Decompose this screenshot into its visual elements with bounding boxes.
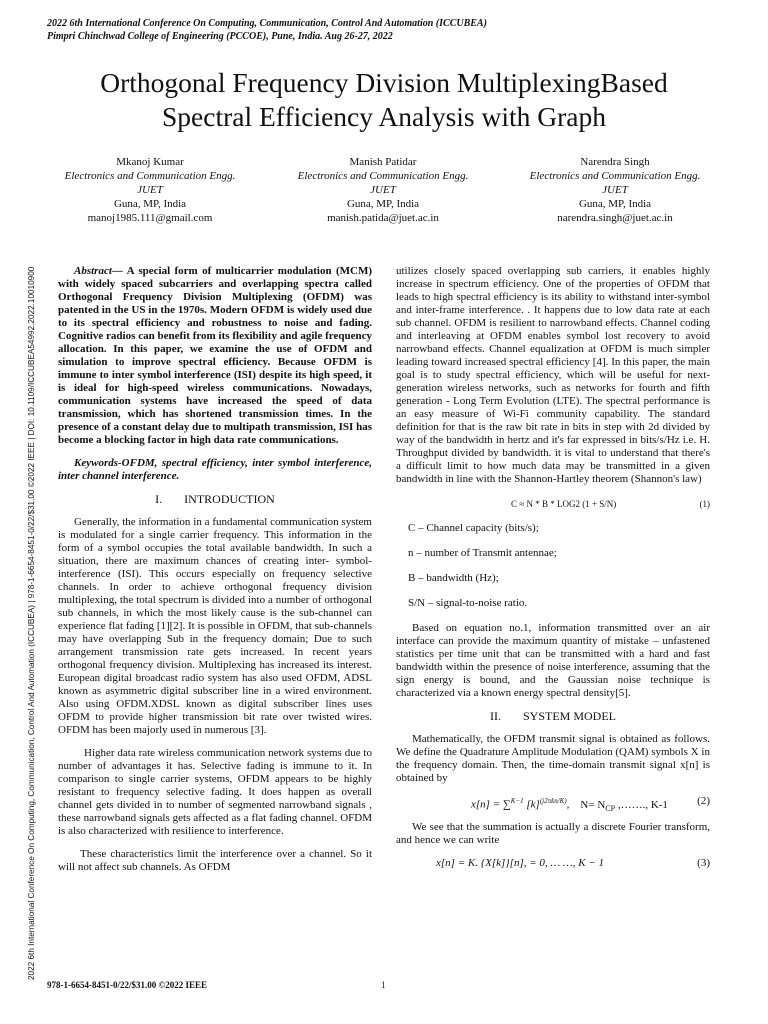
equation-2-lhs: x[n] = ∑ xyxy=(471,798,511,811)
intro-paragraph-5: Based on equation no.1, information transmitted over an air interface can provide the maximum quantity of mistake – unfastened statistics per time unit that can be transmitted with a hard and fast bandwidth within the presence of noise interference, assuming that the sign energy is bound, and the Gaussian noise technique is characterized via a known energy spectral density[5]. xyxy=(396,622,710,699)
section-heading-system-model xyxy=(396,710,710,723)
system-model-paragraph-2: We see that the summation is actually a discrete Fourier transform, and hence we can write xyxy=(396,821,710,846)
author-name: Narendra Singh xyxy=(580,156,650,168)
conference-venue: Pimpri Chinchwad College of Engineering (PCCOE), Pune, India. Aug 26-27, 2022 xyxy=(47,31,393,42)
equation-2-upper-limit: K−1 xyxy=(510,797,524,805)
author-email: manoj1985.111@gmail.com xyxy=(87,212,213,224)
author-location: Guna, MP, India xyxy=(578,198,652,210)
equation-2-exponent: (j2πkn/K) xyxy=(539,797,567,805)
equation-2-body xyxy=(471,795,668,815)
equation-3-body: x[n] = K. {X[k]}[n], = 0, … …, K − 1 xyxy=(436,857,604,869)
abstract-label: Abstract— xyxy=(74,265,123,277)
author-email: manish.patida@juet.ac.in xyxy=(327,212,439,224)
conference-name: 2022 6th International Conference On Computing, Communication, Control And Automation (ICCUBEA) xyxy=(47,18,487,29)
author-name: Mkanoj Kumar xyxy=(116,156,184,168)
abstract-text: A special form of multicarrier modulation (MCM) with widely spaced subcarriers and overlapping spectra called Orthogonal Frequency Division Multiplexing (OFDM) was patented in the US in the 1970s. Modern OFDM is widely used due to its spectral efficiency and robustness to noise and fading. Cognitive radios can benefit from its flexibility and agile frequency allocation. In this paper, we examine the use of OFDM and simulation to improve spectral efficiency. Because OFDM is immune to inter symbol interference (ISI) despite its high speed, it is ideal for high-speed wireless communications. Nowadays, communication systems have increased the speed of data transmission, which has shortened transmission times. In the presence of a constant delay due to multipath transmission, ISI has become a blocking factor in high data rate communications. xyxy=(58,265,372,446)
definition-item: C – Channel capacity (bits/s); xyxy=(408,522,539,534)
equation-2 xyxy=(396,795,710,811)
author-department: Electronics and Communication Engg. xyxy=(297,170,469,182)
author-block-2 xyxy=(268,155,498,225)
section-title: INTRODUCTION xyxy=(184,492,275,506)
author-organization: JUET xyxy=(370,184,396,196)
system-model-paragraph-1: Mathematically, the OFDM transmit signal is obtained as follows. We define the Quadrature Amplitude Modulation (QAM) symbols X in the frequency domain. Then, the time-domain transmit signal x[n] is obtained by xyxy=(396,733,710,784)
section-heading-introduction xyxy=(58,493,372,506)
left-column xyxy=(58,265,372,884)
section-number: I. xyxy=(155,492,163,506)
title-line-2: Spectral Efficiency Analysis with Graph xyxy=(162,101,606,132)
side-doi-text: 2022 6th International Conference On Computing, Communication, Control And Automation (ICCUBEA) | 978-1-6654-8451-0/22/$31.00 ©2022 IEEE | DOI: 10.1109/ICCUBEA54992.2022.10010900 xyxy=(27,266,36,980)
equation-2-comma: , xyxy=(566,798,570,811)
footer-copyright: 978-1-6654-8451-0/22/$31.00 ©2022 IEEE xyxy=(47,980,207,990)
intro-paragraph-4: utilizes closely spaced overlapping sub carriers, it enables highly increase in spectrum efficiency. One of the properties of OFDM that leads to high spectral efficiency is its ability to withstand inter-symbol and inter-frame interference. . It happens due to low data rate at each sub channel. OFDM is resilient to narrowband effects. Channel coding and interleaving at OFDM enables symbol lost recovery to avoid narrowband effects. Channel equalization at OFDM is much simpler leading toward increased spectral efficiency [4]. In this paper, the main goal is to study spectral efficiency, which will be useful for next-generation wireless networks, such as networks for fourth and fifth generation - Long Term Evolution (LTE). The spectral performance is an easy measure of Wi-Fi community capability. The standard definition for that is the raw bit rate in bits in step with 2d divided by way of the bandwidth in hertz and it's far expressed in bits/s/Hz i.e. H. Throughput divided by bandwidth. it is vital to understand that there's a difficult limit to how much data may be transmitted in a given bandwidth in line with the Shannon-Hartley theorem (Shannon's law) xyxy=(396,265,710,485)
equation-2-condition-sub: CP xyxy=(605,803,616,813)
intro-paragraph-1: Generally, the information in a fundamental communication system is modulated for a single carrier frequency. This information in the form of a symbol occupies the total available bandwidth. In such a situation, there are maximum chances of creating inter- symbol- interference (ISI). This occurs especially on frequency selective channels. In order to achieve orthogonal frequency division multiplexing, the total spectrum is divided into a number of orthogonal sub channels, in which the most likely cause is the sub-channel can experience flat fading [1][2]. It is possible in OFDM, that sub-channels may have overlapping Sub in the frequency domain; Due to such arrangement transmission rate gets increased. In recent years orthogonal frequency division. Multiplexing has increased its interest. European digital broadcast radio system has also used OFDM, ADSL known as asymmetric digital subscriber line in a wired environment. Also using OFDM.XDSL known as digital subscriber lines uses OFDM to provide higher transmission bit rate over twisted wires. OFDM has been majorly used in numerous [3]. xyxy=(58,516,372,736)
section-number: II. xyxy=(489,709,501,723)
equation-1-body: C ≈ N * B * LOG2 (1 + S/N) xyxy=(511,499,617,509)
author-name: Manish Patidar xyxy=(349,156,417,168)
equation-3 xyxy=(396,857,710,873)
title-line-1: Orthogonal Frequency Division MultiplexingBased xyxy=(100,67,668,98)
definition-item: n – number of Transmit antennae; xyxy=(408,547,557,559)
abstract xyxy=(58,265,372,447)
equation-3-number: (3) xyxy=(697,857,710,869)
equation-2-term: [k] xyxy=(523,798,540,811)
author-block-1 xyxy=(35,155,265,225)
author-email: narendra.singh@juet.ac.in xyxy=(557,212,673,224)
intro-paragraph-2: Higher data rate wireless communication network systems due to number of advantages it has. Selective fading is immune to it. In comparison to single carrier systems, OFDM appears to be highly resistant to frequency selective fading. It does happen as overall channel gets divided in to number of segmented narrowband signals , these narrowband signals gets affected as a flat fading channel. OFDM is also characterized with resilience to interference. xyxy=(58,747,372,837)
equation-2-condition-head: N= N xyxy=(580,798,606,811)
author-organization: JUET xyxy=(137,184,163,196)
keywords-text: OFDM, spectral efficiency, inter symbol interference, inter channel interference. xyxy=(58,457,372,482)
keywords-label: Keywords- xyxy=(74,457,122,469)
side-citation-strip xyxy=(22,250,36,980)
equation-2-condition-tail: ,……., K-1 xyxy=(615,798,668,811)
author-block-3 xyxy=(500,155,730,225)
equation-1-number: (1) xyxy=(699,499,710,509)
author-location: Guna, MP, India xyxy=(346,198,420,210)
definition-item: S/N – signal-to-noise ratio. xyxy=(408,597,528,609)
intro-paragraph-3: These characteristics limit the interference over a channel. So it will not affect sub channels. As OFDM xyxy=(58,848,372,873)
equation-2-condition xyxy=(580,799,668,811)
author-department: Electronics and Communication Engg. xyxy=(529,170,701,182)
author-location: Guna, MP, India xyxy=(113,198,187,210)
author-organization: JUET xyxy=(602,184,628,196)
conference-header xyxy=(47,17,727,43)
definition-item: B – bandwidth (Hz); xyxy=(408,572,499,584)
equation-1 xyxy=(396,496,710,512)
right-column xyxy=(396,265,710,883)
keywords xyxy=(58,457,372,483)
equation-2-number: (2) xyxy=(697,795,710,807)
page-number: 1 xyxy=(381,980,386,990)
author-department: Electronics and Communication Engg. xyxy=(64,170,236,182)
section-title: SYSTEM MODEL xyxy=(522,709,616,723)
paper-title xyxy=(30,66,738,134)
